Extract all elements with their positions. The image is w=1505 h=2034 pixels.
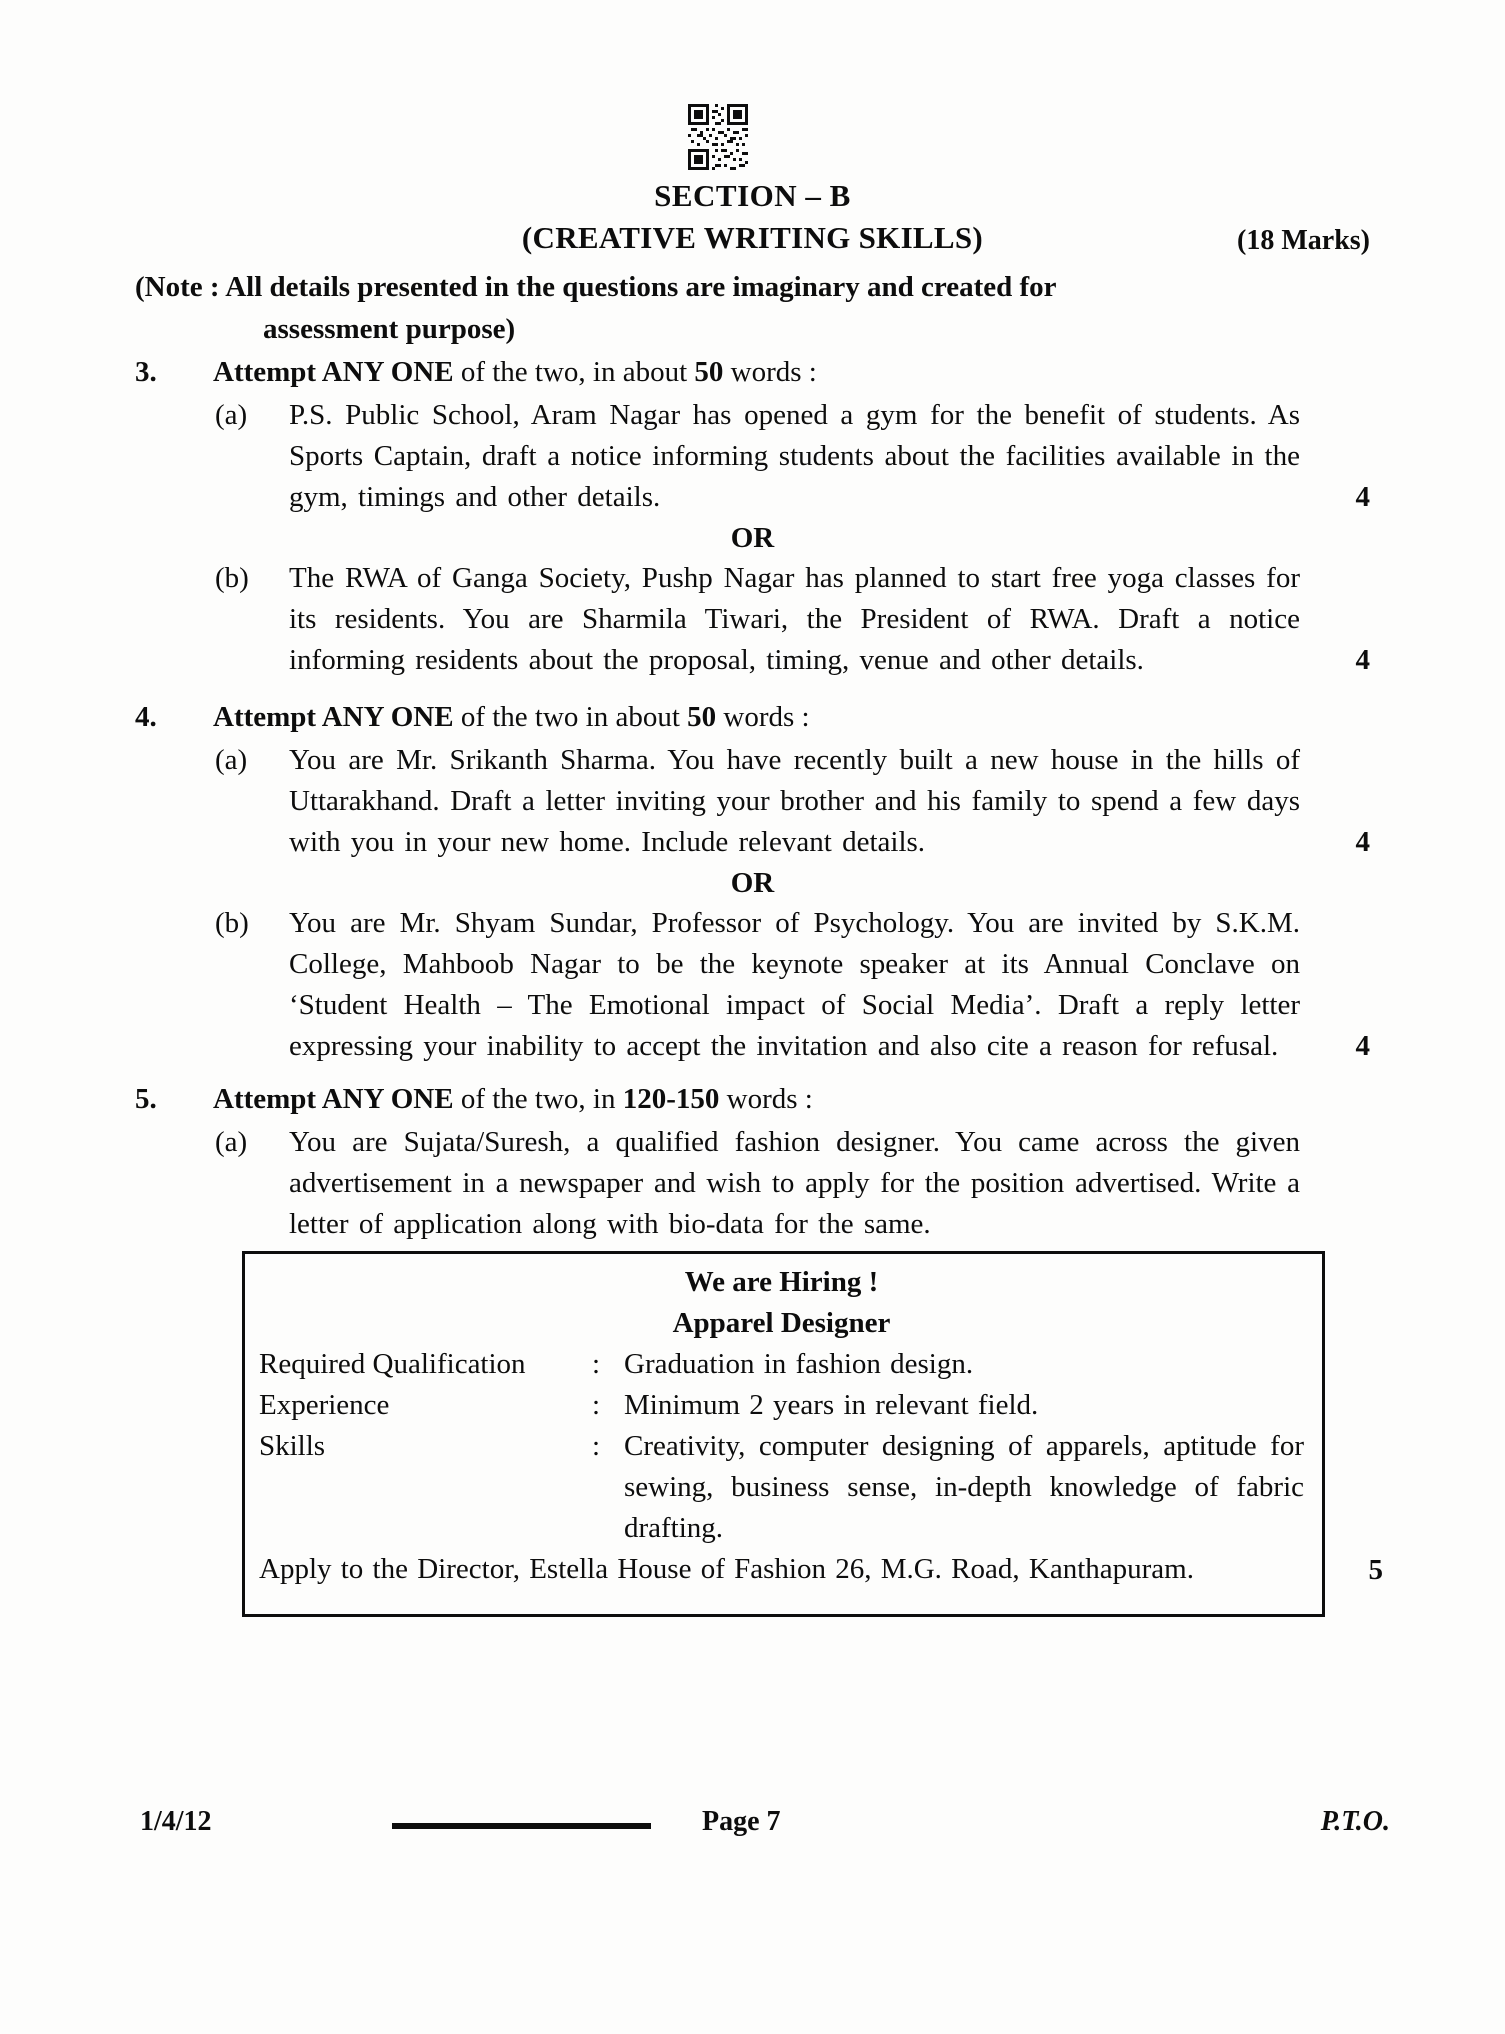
section-subtitle: (CREATIVE WRITING SKILLS): [521, 220, 984, 255]
question-number: 5.: [135, 1083, 157, 1115]
question-heading-text: Attempt ANY ONE of the two, in about 50 words :: [213, 356, 817, 388]
note-line-1: (Note : All details presented in the questions are imaginary and created for: [135, 271, 1057, 303]
or-separator: OR: [730, 522, 775, 554]
or-separator: OR: [730, 867, 775, 899]
question-4-heading: [135, 697, 1370, 738]
option-label: (a): [215, 1126, 248, 1158]
ad-apply-text: Apply to the Director, Estella House of Fashion 26, M.G. Road, Kanthapuram.: [259, 1553, 1194, 1585]
marks-badge: 4: [1355, 826, 1370, 858]
marks-badge: 4: [1355, 1030, 1370, 1062]
page-number: Page 7: [702, 1806, 781, 1837]
question-3-option-b: [215, 558, 1370, 681]
ad-row-experience: [259, 1385, 1304, 1426]
paper-code: 1/4/12: [140, 1806, 212, 1837]
page-footer: [0, 1806, 1505, 1850]
advertisement-wrap: [242, 1251, 1383, 1617]
question-4-option-b: [215, 903, 1370, 1067]
question-5-option-a: [215, 1122, 1370, 1245]
option-text: You are Mr. Shyam Sundar, Professor of Psychology. You are invited by S.K.M. College, Mahboob Nagar to be the keynote speaker at its Annual Conclave on ‘Student Health – The Emotional impact of Social Media’. Draft a reply letter expressing your inability to accept the invitation and also cite a reason for refusal.: [289, 907, 1300, 1062]
question-5: [135, 1079, 1383, 1617]
note: [135, 266, 1370, 350]
footer-divider: [392, 1823, 651, 1829]
marks-badge: 5: [1368, 1554, 1383, 1586]
option-text: The RWA of Ganga Society, Pushp Nagar has planned to start free yoga classes for its residents. You are Sharmila Tiwari, the President of RWA. Draft a notice informing residents about the proposal, timing, venue and other details.: [289, 562, 1300, 676]
option-text: You are Mr. Srikanth Sharma. You have recently built a new house in the hills of Uttarakhand. Draft a letter inviting your brother and his family to spend a few days with you in your new home. Include relevant details.: [289, 744, 1300, 858]
ad-title: We are Hiring !: [684, 1266, 879, 1298]
option-label: (b): [215, 907, 249, 939]
qr-code-icon: [687, 104, 749, 170]
section-total-marks: (18 Marks): [1237, 225, 1370, 256]
question-3-option-a: [215, 395, 1370, 518]
option-text: You are Sujata/Suresh, a qualified fashion designer. You came across the given advertisement in a newspaper and wish to apply for the position advertised. Write a letter of application along with bio-data for the same.: [289, 1126, 1300, 1240]
section-title: SECTION – B: [654, 178, 851, 213]
question-4: [135, 697, 1370, 1067]
advertisement-box: [242, 1251, 1325, 1617]
ad-row-value: Creativity, computer designing of apparels, aptitude for sewing, business sense, in-depth knowledge of fabric drafting.: [624, 1430, 1304, 1544]
option-label: (b): [215, 562, 249, 594]
pto-label: P.T.O.: [1320, 1806, 1390, 1837]
ad-subtitle: Apparel Designer: [672, 1307, 891, 1339]
question-number: 3.: [135, 356, 157, 388]
section-subtitle-row: [135, 220, 1370, 256]
question-heading-text: Attempt ANY ONE of the two, in 120-150 words :: [213, 1083, 813, 1115]
ad-row-value: Graduation in fashion design.: [624, 1348, 974, 1380]
question-4-option-a: [215, 740, 1370, 863]
ad-row-skills: [259, 1426, 1304, 1549]
ad-row-label: Experience: [259, 1389, 390, 1421]
question-3-heading: [135, 352, 1370, 393]
marks-badge: 4: [1355, 481, 1370, 513]
ad-row-colon: :: [592, 1348, 601, 1380]
question-5-heading: [135, 1079, 1370, 1120]
question-number: 4.: [135, 701, 157, 733]
note-label: (Note :: [135, 271, 220, 303]
note-line-2: assessment purpose): [263, 313, 516, 345]
ad-row-qualification: [259, 1344, 1304, 1385]
ad-row-colon: :: [592, 1389, 601, 1421]
option-label: (a): [215, 744, 248, 776]
question-heading-text: Attempt ANY ONE of the two in about 50 words :: [213, 701, 810, 733]
ad-row-colon: :: [592, 1430, 601, 1462]
marks-badge: 4: [1355, 644, 1370, 676]
option-label: (a): [215, 399, 248, 431]
ad-row-value: Minimum 2 years in relevant field.: [624, 1389, 1039, 1421]
question-3: [135, 352, 1370, 681]
ad-row-label: Required Qualification: [259, 1348, 526, 1380]
option-text: P.S. Public School, Aram Nagar has opened a gym for the benefit of students. As Sports Captain, draft a notice informing students about the facilities available in the gym, timings and other details.: [289, 399, 1300, 513]
ad-row-label: Skills: [259, 1430, 326, 1462]
